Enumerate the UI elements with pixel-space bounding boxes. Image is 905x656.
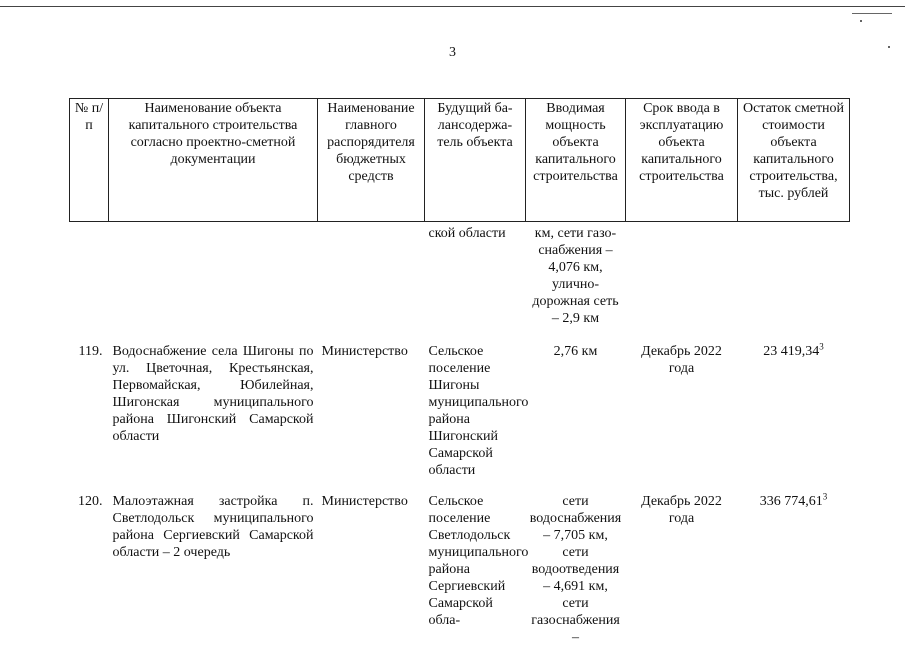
- cost-value: 23 419,34: [763, 344, 820, 359]
- capital-construction-table: [69, 98, 850, 656]
- header-capacity: Вводимая мощность объекта капитального строительства: [526, 99, 626, 222]
- header-remaining-cost: Остаток сметной стоимости объекта капитального строительства, тыс. рублей: [738, 99, 850, 222]
- header-number: № п/п: [70, 99, 109, 222]
- cell-capacity: сети водоснабжения – 7,705 км, сети водоотведения – 4,691 км, сети газоснабжения –: [529, 494, 622, 645]
- header-commissioning-term: Срок ввода в эксплуатацию объекта капитального строительства: [626, 99, 738, 222]
- page-number: 3: [449, 45, 456, 60]
- cell-holder: ской области: [428, 226, 506, 241]
- table-header-row: [70, 99, 850, 222]
- cell-holder: Сельское поселение Шигоны муниципального района Шигонский Самарской области: [428, 344, 529, 478]
- cell-capacity: 2,76 км: [553, 344, 598, 359]
- cell-number: 119.: [78, 344, 103, 359]
- table-row: [70, 489, 850, 656]
- cell-budget-manager: Министерство: [321, 494, 408, 509]
- header-object-name: Наименование объекта капитального строительства согласно проектно-сметной документации: [109, 99, 318, 222]
- cell-commissioning-term: Декабрь 2022 года: [641, 494, 722, 526]
- scan-speck: [860, 20, 862, 22]
- cell-object-name: Малоэтажная застройка п. Светлодольск муниципального района Сергиевский Самарской области – 2 очередь: [112, 494, 314, 560]
- header-future-holder: Будущий ба-лансодержа-тель объекта: [425, 99, 526, 222]
- cell-commissioning-term: Декабрь 2022 года: [641, 344, 722, 376]
- cost-value: 336 774,61: [759, 494, 823, 509]
- table-row: [70, 339, 850, 489]
- footnote-marker: 3: [822, 491, 828, 502]
- table-row-continuation: [70, 222, 850, 340]
- cell-holder: Сельское поселение Светлодольск муниципального района Сергиевский Самарской обла-: [428, 494, 529, 628]
- cell-object-name: Водоснабжение села Шигоны по ул. Цветочная, Крестьянская, Первомайская, Юбилейная, Шигонская муниципального района Шигонский Самарской области: [112, 344, 314, 444]
- top-rule-fragment: [852, 13, 892, 14]
- header-budget-manager: Наименование главного распорядителя бюджетных средств: [318, 99, 425, 222]
- footnote-marker: 3: [819, 341, 824, 352]
- cell-number: 120.: [78, 494, 103, 509]
- top-rule: [0, 6, 905, 7]
- cell-remaining-cost: [738, 339, 850, 489]
- cell-remaining-cost: [738, 489, 850, 656]
- cell-budget-manager: Министерство: [321, 344, 408, 359]
- cell-capacity: км, сети газо-снабжения – 4,076 км, улично-дорожная сеть – 2,9 км: [532, 226, 619, 326]
